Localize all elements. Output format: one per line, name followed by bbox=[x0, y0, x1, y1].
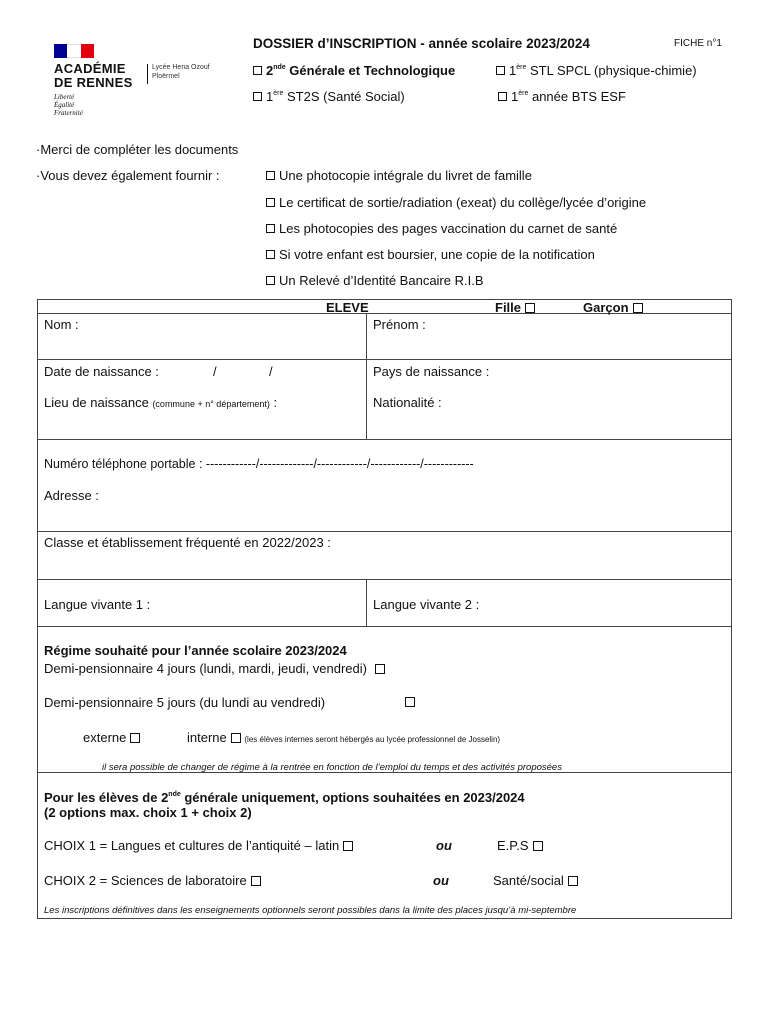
date-slash: / bbox=[269, 364, 273, 379]
choix1-latin[interactable] bbox=[44, 838, 353, 853]
regime-externe[interactable] bbox=[83, 730, 140, 745]
checkbox-icon[interactable] bbox=[266, 171, 275, 180]
checkbox-icon[interactable] bbox=[496, 66, 505, 75]
checkbox-icon[interactable] bbox=[266, 250, 275, 259]
option-bts-text: année BTS ESF bbox=[528, 89, 626, 104]
interne-label: interne bbox=[187, 730, 227, 745]
option-2nde-text: Générale et Technologique bbox=[285, 63, 456, 78]
gender-garcon[interactable] bbox=[583, 300, 643, 315]
doc-item-label: Les photocopies des pages vaccination du carnet de santé bbox=[279, 221, 618, 236]
academie-name-line1: ACADÉMIE bbox=[54, 61, 126, 76]
option-st2s-sup: ère bbox=[273, 90, 284, 97]
option-bts-esf[interactable] bbox=[498, 89, 626, 104]
doc-item[interactable] bbox=[266, 168, 532, 183]
lieu-naissance-colon: : bbox=[269, 395, 278, 410]
options-title-sup: nde bbox=[168, 791, 181, 798]
options-title-post: générale uniquement, options souhaitées en 2023/2024 bbox=[180, 790, 525, 805]
sante-label: Santé/social bbox=[493, 873, 564, 888]
choix1-eps[interactable] bbox=[497, 838, 543, 853]
fille-label: Fille bbox=[495, 300, 522, 315]
nom-field[interactable]: Nom : bbox=[44, 317, 79, 332]
doc-item-label: Le certificat de sortie/radiation (exeat) du collège/lycée d’origine bbox=[279, 195, 647, 210]
eps-label: E.P.S bbox=[497, 838, 529, 853]
classe-field[interactable]: Classe et établissement fréquenté en 2022/2023 : bbox=[44, 535, 331, 550]
checkbox-icon[interactable] bbox=[498, 92, 507, 101]
regime-demi4[interactable] bbox=[44, 661, 385, 676]
checkbox-icon[interactable] bbox=[405, 697, 415, 707]
garcon-label: Garçon bbox=[583, 300, 629, 315]
adresse-field[interactable]: Adresse : bbox=[44, 488, 99, 503]
motto-liberte: Liberté bbox=[54, 93, 75, 101]
option-stl-text: STL SPCL (physique-chimie) bbox=[526, 63, 697, 78]
academie-name-line2: DE RENNES bbox=[54, 75, 133, 90]
option-2nde-sup: nde bbox=[273, 64, 286, 71]
choix1-label: CHOIX 1 = Langues et cultures de l’antiquité – latin bbox=[44, 838, 340, 853]
gender-fille[interactable] bbox=[495, 300, 535, 315]
regime-interne[interactable] bbox=[187, 730, 500, 745]
options-title-pre: Pour les élèves de 2 bbox=[44, 790, 169, 805]
lv1-field[interactable]: Langue vivante 1 : bbox=[44, 597, 151, 612]
checkbox-icon[interactable] bbox=[525, 303, 535, 313]
option-2nde-generale[interactable] bbox=[253, 63, 455, 78]
checkbox-icon[interactable] bbox=[568, 876, 578, 886]
motto-fraternite: Fraternité bbox=[54, 109, 83, 117]
checkbox-icon[interactable] bbox=[266, 198, 275, 207]
externe-label: externe bbox=[83, 730, 127, 745]
checkbox-icon[interactable] bbox=[251, 876, 261, 886]
date-naissance-field[interactable]: Date de naissance : bbox=[44, 364, 159, 379]
doc-item-label: Une photocopie intégrale du livret de famille bbox=[279, 168, 532, 183]
doc-item-label: Un Relevé d’Identité Bancaire R.I.B bbox=[279, 273, 484, 288]
choix2-sante[interactable] bbox=[493, 873, 578, 888]
fiche-number: FICHE n°1 bbox=[674, 38, 722, 49]
option-bts-label: 1 bbox=[511, 89, 519, 104]
checkbox-icon[interactable] bbox=[266, 276, 275, 285]
eleve-header: ELEVE bbox=[326, 300, 369, 315]
lv2-field[interactable]: Langue vivante 2 : bbox=[373, 597, 480, 612]
school-name-line2: Ploërmel bbox=[152, 73, 180, 80]
option-2nde-label: 2 bbox=[266, 63, 274, 78]
option-1ere-stl[interactable] bbox=[496, 63, 697, 78]
options-footer-note: Les inscriptions définitives dans les enseignements optionnels seront possibles dans la limite des places jusqu’à mi-septembre bbox=[44, 905, 577, 916]
motto-egalite: Égalité bbox=[54, 101, 75, 109]
regime-demi4-label: Demi-pensionnaire 4 jours (lundi, mardi, jeudi, vendredi) bbox=[44, 661, 367, 676]
choix2-or: ou bbox=[433, 873, 449, 888]
checkbox-icon[interactable] bbox=[375, 664, 385, 674]
lieu-naissance-label: Lieu de naissance bbox=[44, 395, 149, 410]
pays-naissance-field[interactable]: Pays de naissance : bbox=[373, 364, 490, 379]
choix2-sciences[interactable] bbox=[44, 873, 261, 888]
checkbox-icon[interactable] bbox=[253, 92, 262, 101]
checkbox-icon[interactable] bbox=[130, 733, 140, 743]
logo-divider bbox=[147, 64, 148, 84]
interne-note: (les élèves internes seront hébergés au lycée professionnel de Josselin) bbox=[244, 735, 501, 744]
regime-note: il sera possible de changer de régime à la rentrée en fonction de l’emploi du temps et des activités proposées bbox=[102, 762, 562, 773]
choix2-label: CHOIX 2 = Sciences de laboratoire bbox=[44, 873, 247, 888]
doc-item[interactable] bbox=[266, 221, 617, 236]
date-slash: / bbox=[213, 364, 217, 379]
nationalite-field[interactable]: Nationalité : bbox=[373, 395, 442, 410]
marianne-flag-icon bbox=[54, 44, 94, 58]
page-title: DOSSIER d’INSCRIPTION - année scolaire 2023/2024 bbox=[253, 36, 590, 51]
lieu-naissance-field[interactable] bbox=[44, 395, 277, 410]
checkbox-icon[interactable] bbox=[633, 303, 643, 313]
checkbox-icon[interactable] bbox=[343, 841, 353, 851]
lieu-naissance-detail: (commune + n° département) bbox=[152, 399, 270, 409]
regime-demi5[interactable] bbox=[44, 695, 325, 710]
choix1-or: ou bbox=[436, 838, 452, 853]
intro-line-2: ·Vous devez également fournir : bbox=[36, 168, 220, 183]
options-subtitle: (2 options max. choix 1 + choix 2) bbox=[44, 805, 252, 820]
checkbox-icon[interactable] bbox=[533, 841, 543, 851]
doc-item[interactable] bbox=[266, 273, 484, 288]
checkbox-icon[interactable] bbox=[231, 733, 241, 743]
checkbox-icon[interactable] bbox=[253, 66, 262, 75]
academie-logo bbox=[52, 42, 242, 122]
doc-item[interactable] bbox=[266, 195, 646, 210]
options-title bbox=[44, 790, 525, 805]
telephone-field[interactable]: Numéro téléphone portable : ------------/-------------/------------/------------/------------ bbox=[44, 457, 474, 471]
regime-title: Régime souhaité pour l’année scolaire 2023/2024 bbox=[44, 643, 347, 658]
option-stl-label: 1 bbox=[509, 63, 517, 78]
doc-item[interactable] bbox=[266, 247, 595, 262]
school-name-line1: Lycée Hena Ozouf bbox=[152, 64, 210, 71]
option-st2s-text: ST2S (Santé Social) bbox=[283, 89, 405, 104]
prenom-field[interactable]: Prénom : bbox=[373, 317, 426, 332]
option-stl-sup: ère bbox=[516, 64, 527, 71]
intro-line-1: ·Merci de compléter les documents bbox=[36, 142, 239, 157]
option-st2s-label: 1 bbox=[266, 89, 274, 104]
regime-demi5-label: Demi-pensionnaire 5 jours (du lundi au vendredi) bbox=[44, 695, 326, 710]
doc-item-label: Si votre enfant est boursier, une copie de la notification bbox=[279, 247, 595, 262]
option-1ere-st2s[interactable] bbox=[253, 89, 405, 104]
checkbox-icon[interactable] bbox=[266, 224, 275, 233]
option-bts-sup: ère bbox=[518, 90, 529, 97]
